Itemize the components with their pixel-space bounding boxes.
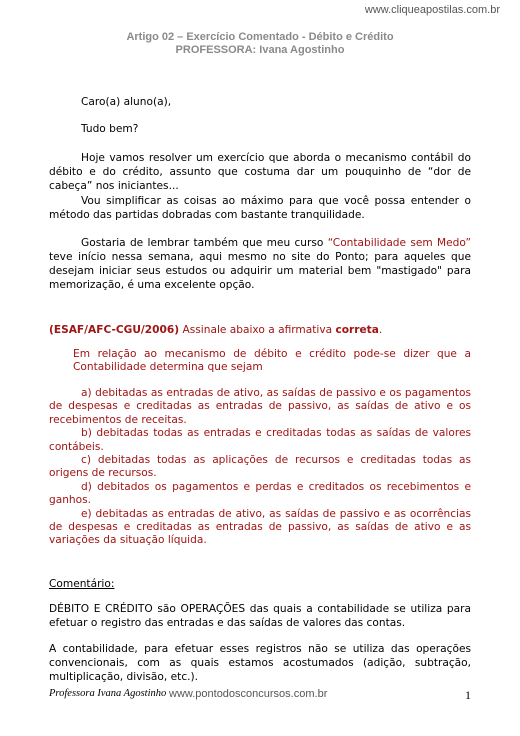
option-d: d) debitados os pagamentos e perdas e creditados os recebimentos e ganhos.	[49, 480, 471, 507]
option-a: a) debitadas as entradas de ativo, as saídas de passivo e os pagamentos de despesas e creditadas as entradas de passivo, as saídas de ativo e os recebimentos de receitas.	[49, 387, 471, 426]
question-keyword: correta	[335, 324, 379, 336]
intro-paragraph-1	[49, 151, 471, 193]
greeting	[49, 95, 471, 109]
greeting-text: Caro(a) aluno(a),	[81, 96, 172, 108]
course-name: “Contabilidade sem Medo”	[327, 237, 471, 249]
page-footer	[49, 688, 471, 704]
question-stem	[73, 348, 471, 375]
header-subtitle: PROFESSORA: Ivana Agostinho	[175, 44, 345, 56]
tudo-bem	[49, 122, 471, 136]
option-b: b) debitadas todas as entradas e creditadas todas as saídas de valores contábeis.	[49, 427, 471, 453]
comment-heading-text: Comentário:	[49, 578, 115, 590]
footer-url[interactable]: www.pontodosconcursos.com.br	[169, 688, 328, 700]
question-period: .	[378, 324, 383, 336]
comment-paragraph-2	[49, 642, 471, 684]
page-header	[0, 31, 520, 57]
question-header	[49, 323, 382, 337]
comment-heading	[49, 577, 471, 591]
intro-p2-text: Vou simplificar as coisas ao máximo para que você possa entender o método das partidas dobradas com bastante tranquilidade.	[49, 195, 471, 221]
footer-author: Professora Ivana Agostinho	[49, 688, 167, 699]
question-stem-text: Em relação ao mecanismo de débito e crédito pode-se dizer que a Contabilidade determina que sejam	[73, 348, 471, 374]
question-source: (ESAF/AFC-CGU/2006)	[49, 324, 180, 336]
option-c: c) debitadas todas as aplicações de recursos e creditadas todas as origens de recursos.	[49, 454, 471, 480]
intro-p3-end: teve início nessa semana, aqui mesmo no site do Ponto; para aqueles que desejam iniciar seus estudos ou adquirir um material bem "mastigado" para memorização, é uma excelente opção.	[49, 251, 471, 291]
intro-p3-start: Gostaria de lembrar também que meu curso	[81, 237, 328, 249]
intro-paragraph-3	[49, 236, 471, 292]
question-prompt: Assinale abaixo a afirmativa	[179, 324, 336, 336]
page-number: 1	[465, 688, 471, 702]
tudo-bem-text: Tudo bem?	[81, 123, 139, 135]
intro-p1-text: Hoje vamos resolver um exercício que aborda o mecanismo contábil do débito e do crédito, assunto que costuma dar um pouquinho de “dor de cabeça” nos iniciantes...	[49, 152, 471, 192]
header-title: Artigo 02 – Exercício Comentado - Débito e Crédito	[126, 31, 394, 43]
comment-paragraph-1	[49, 602, 471, 630]
option-e: e) debitadas as entradas de ativo, as saídas de passivo e as ocorrências de despesas e creditadas as entradas de passivo, as saídas de ativo e as variações da situação líquida.	[49, 507, 471, 547]
comment-p1-text: DÉBITO E CRÉDITO são OPERAÇÕES das quais a contabilidade se utiliza para efetuar o registro das entradas e das saídas de valores das contas.	[49, 603, 471, 629]
comment-p2-text: A contabilidade, para efetuar esses registros não se utiliza das operações convencionais, com as quais estamos acostumados (adição, subtração, multiplicação, divisão, etc.).	[49, 643, 471, 683]
site-url[interactable]: www.cliqueapostilas.com.br	[364, 4, 500, 16]
answer-options	[49, 387, 471, 548]
intro-paragraph-2	[49, 194, 471, 222]
